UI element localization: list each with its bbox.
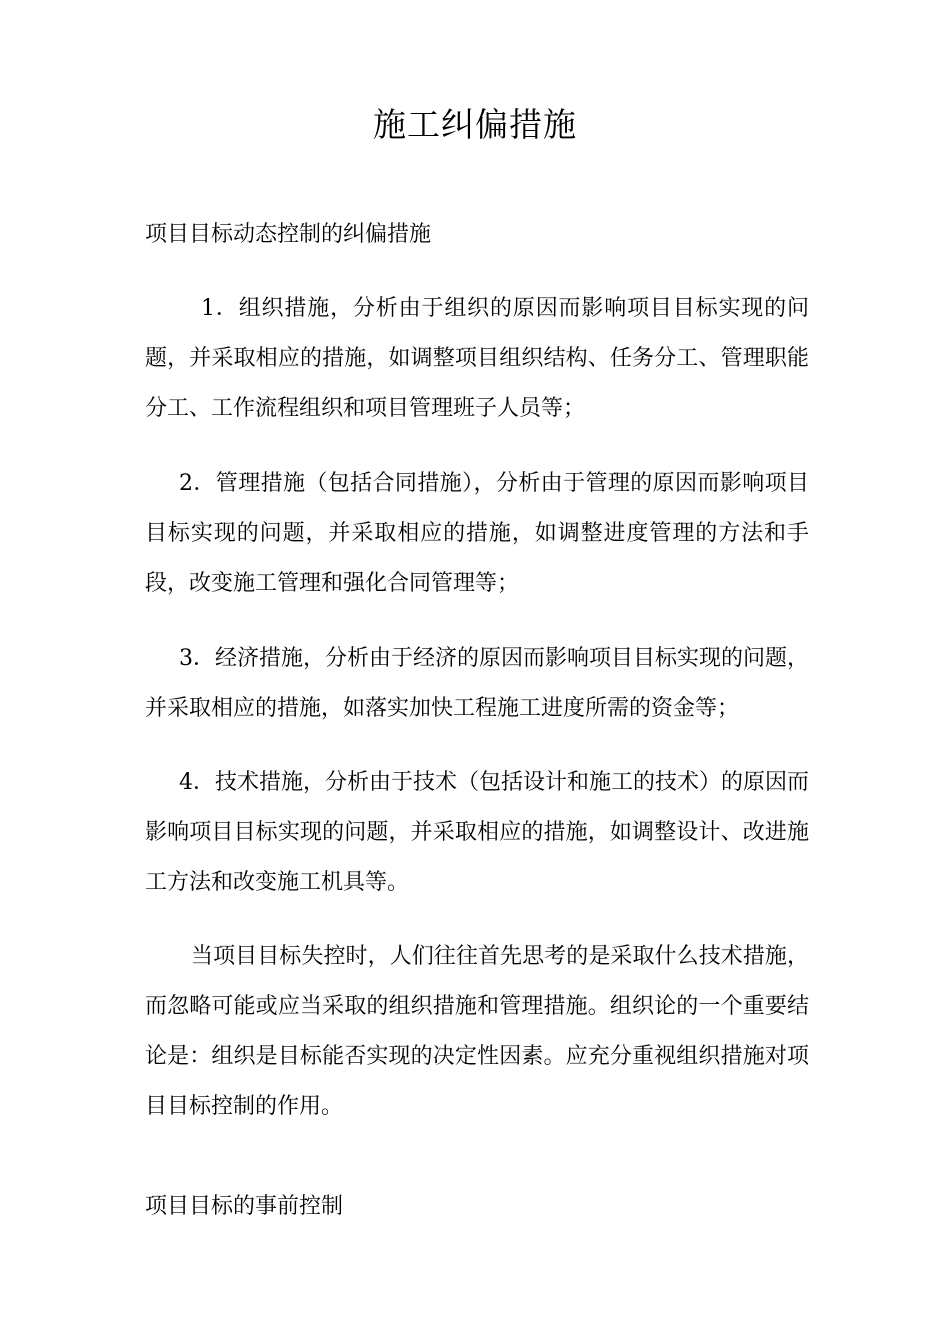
item-text: 管理措施（包括合同措施），分析由于管理的原因而影响项目目标实现的问题，并采取相应的措施，如调整进度管理的方法和手段，改变施工管理和强化合同管理等； [145,471,809,596]
item-text: 经济措施，分析由于经济的原因而影响项目目标实现的问题，并采取相应的措施，如落实加快工程施工进度所需的资金等； [145,646,810,721]
section-heading-dynamic-control: 项目目标动态控制的纠偏措施 [145,222,432,247]
item-number: 3． [179,646,215,671]
measure-item-management [145,459,809,609]
item-text: 技术措施，分析由于技术（包括设计和施工的技术）的原因而影响项目目标实现的问题，并采取相应的措施，如调整设计、改进施工方法和改变施工机具等。 [145,770,810,895]
section-heading-pre-control: 项目目标的事前控制 [145,1194,344,1219]
item-text: 组织措施，分析由于组织的原因而影响项目目标实现的问题，并采取相应的措施，如调整项目组织结构、任务分工、管理职能分工、工作流程组织和项目管理班子人员等； [145,296,809,421]
measure-item-organizational [145,284,809,434]
document-title: 施工纠偏措施 [373,105,577,144]
measure-item-economic [145,634,809,734]
item-number: 4． [179,770,215,795]
measure-item-technical [145,758,809,908]
summary-paragraph: 当项目目标失控时，人们往往首先思考的是采取什么技术措施，而忽略可能或应当采取的组织措施和管理措施。组织论的一个重要结论是：组织是目标能否实现的决定性因素。应充分重视组织措施对项目目标控制的作用。 [145,944,809,1119]
item-number: 1． [201,296,239,321]
item-number: 2． [179,471,216,496]
